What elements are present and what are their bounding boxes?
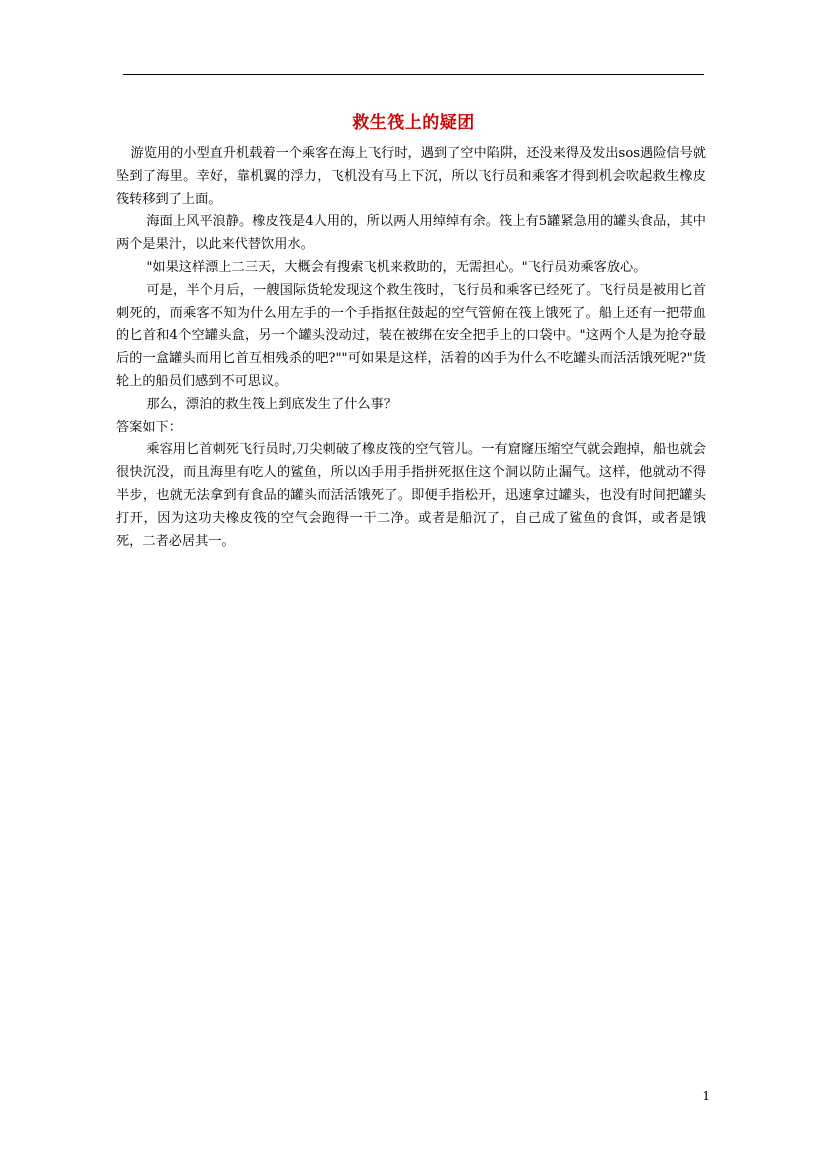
answer-paragraph: 乘容用匕首刺死飞行员时,刀尖刺破了橡皮筏的空气管儿。一有窟窿压缩空气就会跑掉，船也就会很快沉没，而且海里有吃人的鲨鱼，所以凶手用手指拼死抠住这个洞以防止漏气。这样，他就动不得半步，也就无法拿到有食品的罐头而活活饿死了。即便手指松开，迅速拿过罐头，也没有时间把罐头打开，因为这功夫橡皮筏的空气会跑得一干二净。或者是船沉了，自己成了鲨鱼的食饵，或者是饿死，二者必居其一。 bbox=[116, 442, 706, 549]
header-rule bbox=[123, 74, 704, 75]
paragraph-1: 游览用的小型直升机载着一个乘客在海上飞行时，遇到了空中陷阱，还没来得及发出sos遇险信号就坠到了海里。幸好，靠机翼的浮力，飞机没有马上下沉，所以飞行员和乘客才得到机会吹起救生橡皮筏转移到了上面。 bbox=[116, 146, 706, 207]
paragraph-2: 海面上风平浪静。橡皮筏是4人用的，所以两人用绰绰有余。筏上有5罐紧急用的罐头食品，其中两个是果汁，以此来代替饮用水。 bbox=[116, 214, 706, 253]
document-body bbox=[116, 143, 706, 553]
paragraph-4: 可是，半个月后，一艘国际货轮发现这个救生筏时，飞行员和乘客已经死了。飞行员是被用匕首刺死的，而乘客不知为什么用左手的一个手指抠住鼓起的空气管俯在筏上饿死了。船上还有一把带血的匕首和4个空罐头盒，另一个罐头没动过，装在被绑在安全把手上的口袋中。"这两个人是为抢夺最后的一盒罐头而用匕首互相残杀的吧?""可如果是这样，活着的凶手为什么不吃罐头而活活饿死呢?"货轮上的船员们感到不可思议。 bbox=[116, 282, 706, 389]
paragraph-3: "如果这样漂上二三天，大概会有搜索飞机来救助的，无需担心。"飞行员劝乘客放心。 bbox=[146, 259, 647, 275]
answer-label: 答案如下： bbox=[116, 419, 182, 435]
document-title: 救生筏上的疑团 bbox=[352, 113, 475, 133]
page-number: 1 bbox=[702, 1089, 710, 1103]
paragraph-5: 那么，漂泊的救生筏上到底发生了什么事？ bbox=[146, 396, 397, 412]
